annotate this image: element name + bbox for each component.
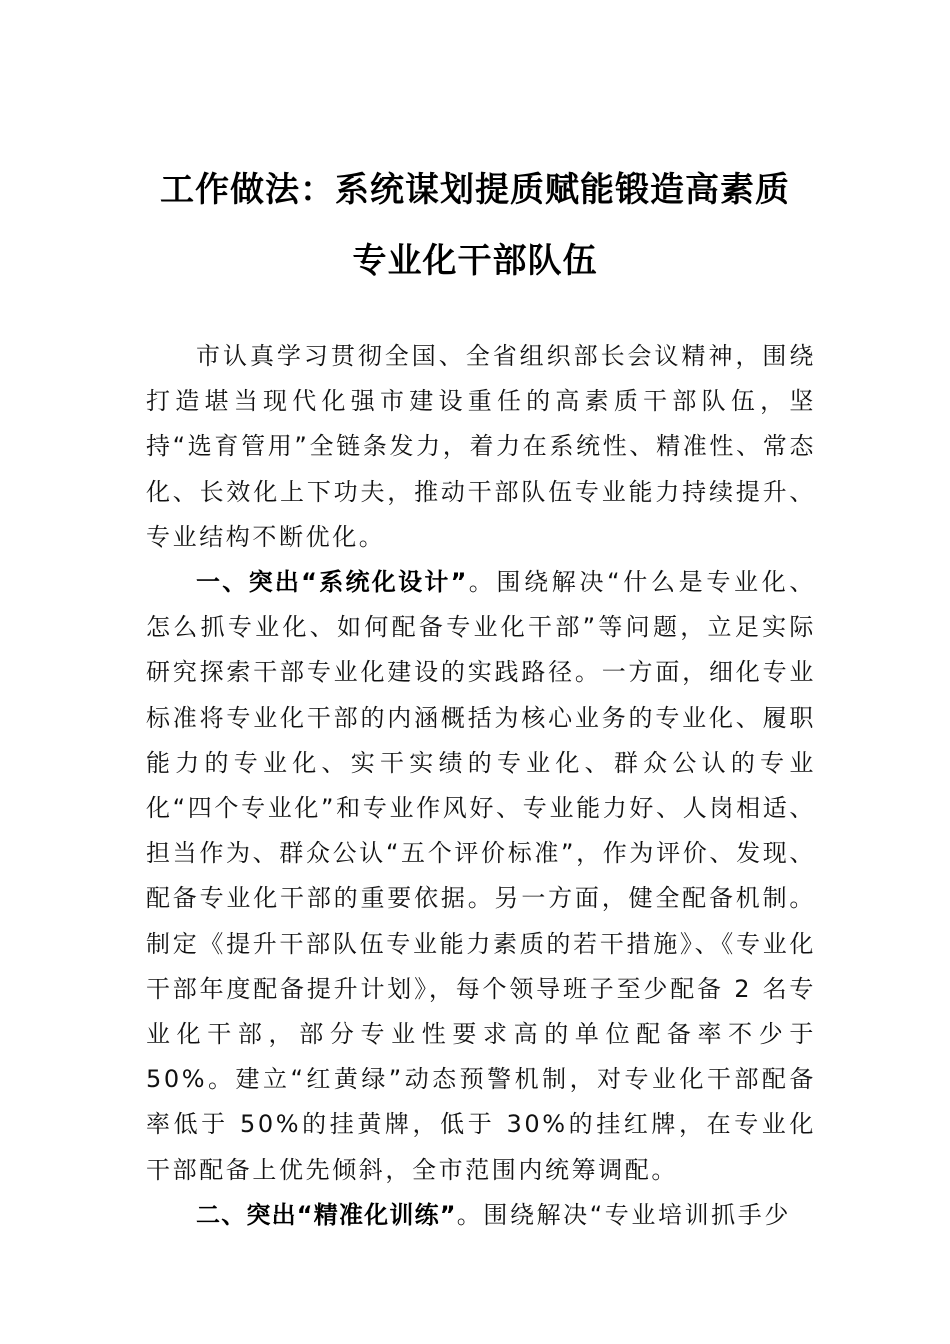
section-2-body: 。围绕解决“专业培训抓手少 — [456, 1200, 791, 1229]
document-title-line-2: 专业化干部队伍 — [352, 241, 598, 281]
section-2-paragraph — [146, 1193, 816, 1238]
document-body — [146, 334, 816, 1238]
section-1-heading: 一、突出“系统化设计” — [196, 568, 468, 597]
document-title-line-1: 工作做法：系统谋划提质赋能锻造高素质 — [160, 170, 790, 210]
section-1-body: 。围绕解决“什么是专业化、怎么抓专业化、如何配备专业化干部”等问题，立足实际研究探索干部专业化建设的实践路径。一方面，细化专业标准将专业化干部的内涵概括为核心业务的专业化、履职能力的专业化、实干实绩的专业化、群众公认的专业化“四个专业化”和专业作风好、专业能力好、人岗相适、担当作为、群众公认“五个评价标准”，作为评价、发现、配备专业化干部的重要依据。另一方面，健全配备机制。制定《提升干部队伍专业能力素质的若干措施》、《专业化干部年度配备提升计划》，每个领导班子至少配备 2 名专业化干部，部分专业性要求高的单位配备率不少于 50%。建立“红黄绿”动态预警机制，对专业化干部配备率低于 50%的挂黄牌，低于 30%的挂红牌，在专业化干部配备上优先倾斜，全市范围内统筹调配。 — [146, 568, 816, 1184]
section-2-heading: 二、突出“精准化训练” — [196, 1200, 457, 1229]
intro-paragraph: 市认真学习贯彻全国、全省组织部长会议精神，围绕打造堪当现代化强市建设重任的高素质干部队伍，坚持“选育管用”全链条发力，着力在系统性、精准性、常态化、长效化上下功夫，推动干部队伍专业能力持续提升、专业结构不断优化。 — [146, 342, 816, 551]
section-1-paragraph — [146, 560, 816, 1193]
